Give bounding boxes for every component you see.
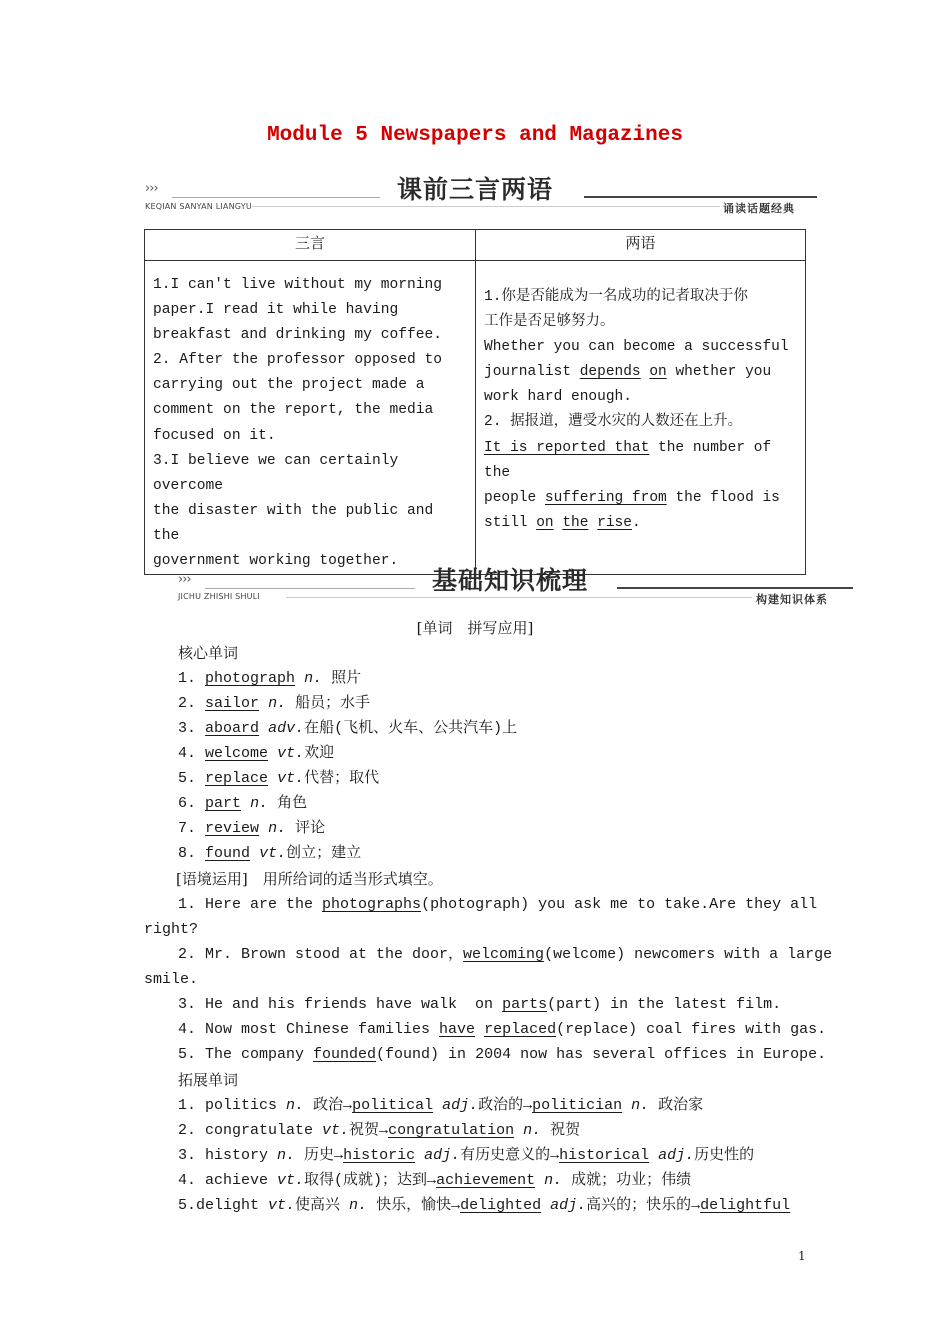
answer-blank: part	[205, 795, 242, 812]
banner-heading: 课前三言两语	[397, 175, 554, 204]
left-line: government working together.	[153, 553, 399, 570]
left-line: 1.I can't live without my morning	[153, 277, 443, 293]
banner-heading: 基础知识梳理	[432, 566, 589, 595]
table-header-liangyu: 两语	[476, 230, 806, 261]
banner-pinyin: JICHU ZHISHI SHULI	[178, 592, 260, 601]
list-item: 5. replace vt.代替；取代	[178, 770, 380, 787]
table-header-sanyan: 三言	[145, 230, 476, 261]
answer-blank: welcome	[205, 745, 269, 762]
list-item: 5. The company founded(found) in 2004 now has several offices in Europe.	[178, 1046, 827, 1063]
answer-blank: political	[352, 1097, 434, 1114]
list-item: 5.delight vt.使高兴 n. 快乐，愉快→delighted adj.高兴的；快乐的→delightful	[178, 1197, 791, 1214]
answer-blank: delighted	[460, 1197, 542, 1214]
answer-blank: replaced	[484, 1021, 557, 1038]
right-line: 2. 据报道，遭受水灾的人数还在上升。	[484, 414, 743, 431]
list-item: 1. politics n. 政治→political adj.政治的→politician n. 政治家	[178, 1097, 704, 1114]
list-item: 7. review n. 评论	[178, 820, 326, 837]
core-word-list	[178, 666, 517, 866]
list-item: 3. history n. 历史→historic adj.有历史意义的→historical adj.历史性的	[178, 1147, 755, 1164]
list-item: right?	[144, 921, 199, 938]
banner-tagline: 构建知识体系	[756, 593, 828, 606]
answer-blank: It is reported that	[484, 439, 650, 456]
list-item: 1. photograph n. 照片	[178, 670, 362, 687]
page-title: Module 5 Newspapers and Magazines	[267, 124, 683, 147]
list-item: 1. Here are the photographs(photograph) you ask me to take.Are they all	[178, 896, 818, 913]
page-number: 1	[798, 1249, 806, 1263]
sanyan-liangyu-table	[144, 229, 806, 575]
right-line: Whether you can become a successful	[484, 339, 789, 356]
list-item: 4. achieve vt.取得(成就)；达到→achievement n. 成就；功业；伟绩	[178, 1172, 692, 1189]
answer-blank: review	[205, 820, 260, 837]
banner-rule-left	[172, 197, 380, 198]
answer-blank: historic	[343, 1147, 416, 1164]
answer-blank: delightful	[700, 1197, 791, 1214]
answer-blank: photograph	[205, 670, 296, 687]
answer-blank: found	[205, 845, 251, 862]
answer-blank: aboard	[205, 720, 260, 737]
right-line: people suffering from the flood is	[484, 489, 780, 506]
answer-blank: on	[649, 364, 667, 381]
answer-blank: have	[439, 1021, 476, 1038]
right-line: It is reported that the number of the	[484, 439, 772, 481]
right-line: still on the rise.	[484, 514, 641, 531]
right-line: 工作是否足够努力。	[484, 314, 615, 331]
answer-blank: on	[536, 514, 554, 531]
context-label: [语境运用] 用所给词的适当形式填空。	[176, 870, 443, 888]
answer-blank: politician	[532, 1097, 623, 1114]
left-line: the disaster with the public and the	[153, 502, 434, 544]
banner-pinyin: KEQIAN SANYAN LIANGYU	[145, 202, 252, 211]
exercise-list	[144, 892, 833, 1067]
left-line: carrying out the project made a	[153, 377, 425, 394]
chevrons-icon: ›››	[178, 572, 191, 587]
banner-tagline: 诵读话题经典	[723, 202, 795, 215]
answer-blank: congratulation	[388, 1122, 515, 1139]
answer-blank: replace	[205, 770, 269, 787]
core-words-label: 核心单词	[178, 644, 239, 662]
banner-underline	[252, 206, 720, 207]
answer-blank: welcoming	[463, 946, 545, 963]
answer-blank: historical	[559, 1147, 650, 1164]
list-item: 6. part n. 角色	[178, 795, 308, 812]
answer-blank: suffering from	[544, 489, 667, 506]
left-line: paper.I read it while having	[153, 302, 399, 319]
banner-rule-left	[205, 588, 415, 589]
list-item: smile.	[144, 971, 199, 988]
answer-blank: the	[562, 514, 589, 531]
banner-underline	[286, 597, 752, 598]
left-line: breakfast and drinking my coffee.	[153, 327, 443, 344]
list-item: 8. found vt.创立；建立	[178, 845, 362, 862]
list-item: 4. welcome vt.欢迎	[178, 745, 335, 762]
left-line: 3.I believe we can certainly overcome	[153, 452, 399, 494]
answer-blank: depends	[579, 364, 641, 381]
answer-blank: parts	[502, 996, 548, 1013]
list-item: 2. Mr. Brown stood at the door，welcoming(welcome) newcomers with a large	[178, 946, 833, 963]
left-line: 2. After the professor opposed to	[153, 352, 443, 369]
left-line: comment on the report, the media	[153, 402, 434, 419]
list-item: 3. aboard adv.在船(飞机、火车、公共汽车)上	[178, 720, 518, 737]
answer-blank: photographs	[322, 896, 422, 913]
right-line: journalist depends on whether you	[484, 364, 772, 381]
list-item: 2. congratulate vt.祝贺→congratulation n. 祝贺	[178, 1122, 581, 1139]
left-line: focused on it.	[153, 427, 276, 444]
answer-blank: rise	[597, 514, 632, 531]
chevrons-icon: ›››	[145, 181, 158, 196]
section-label: [单词 拼写应用]	[416, 619, 534, 637]
list-item: 2. sailor n. 船员；水手	[178, 695, 371, 712]
list-item: 4. Now most Chinese families have replaced(replace) coal fires with gas.	[178, 1021, 827, 1038]
answer-blank: achievement	[436, 1172, 536, 1189]
table-cell-right	[476, 261, 806, 575]
table-cell-left	[145, 261, 476, 575]
right-line: 1.你是否能成为一名成功的记者取决于你	[484, 289, 748, 305]
list-item: 3. He and his friends have walk on parts(part) in the latest film.	[178, 996, 782, 1013]
answer-blank: founded	[313, 1046, 377, 1063]
ext-word-list	[178, 1093, 790, 1218]
banner-rule-right	[617, 587, 853, 589]
ext-words-label: 拓展单词	[178, 1071, 239, 1089]
banner-rule-right	[584, 196, 817, 198]
right-line: work hard enough.	[484, 389, 632, 406]
answer-blank: sailor	[205, 695, 260, 712]
